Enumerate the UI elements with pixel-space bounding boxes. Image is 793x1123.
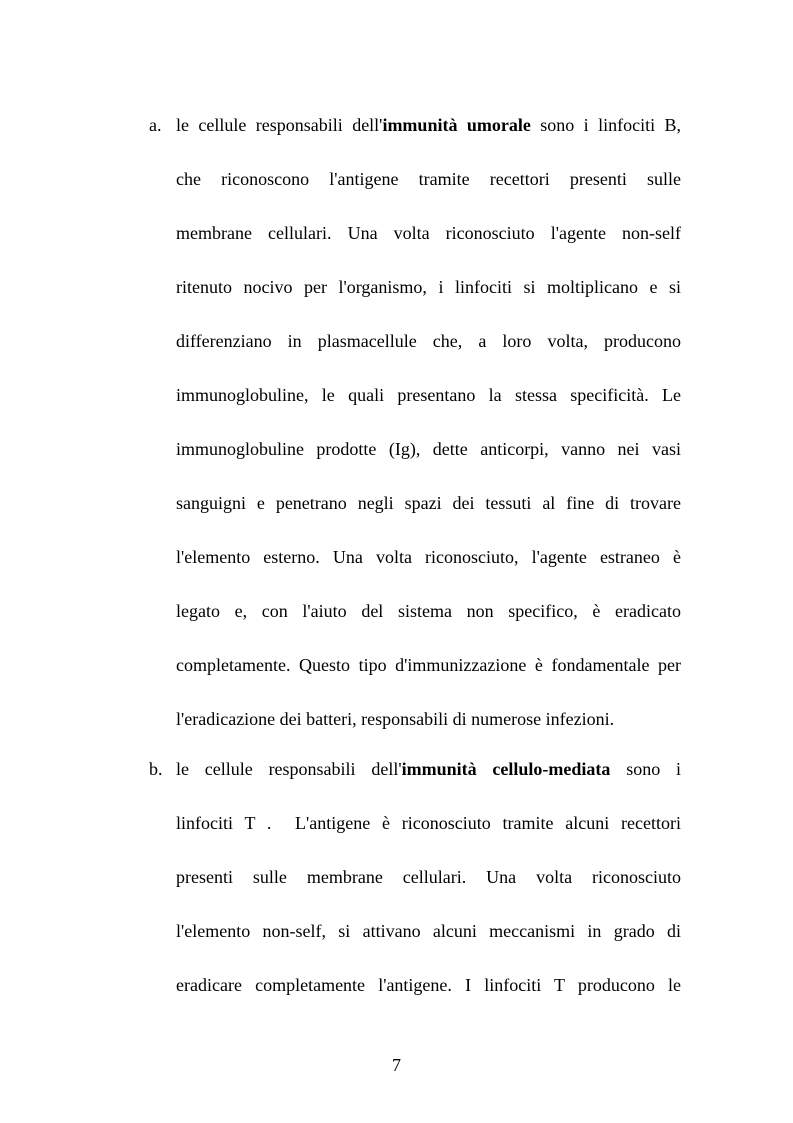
list-marker: a. — [149, 115, 162, 135]
text-line: l'elemento non-self, si attivano alcuni meccanismi in grado di — [176, 921, 681, 941]
text-line: l'elemento esterno. Una volta riconosciuto, l'agente estraneo è — [176, 547, 681, 567]
text-segment: le cellule responsabili dell' — [176, 115, 383, 135]
text-line: immunoglobuline, le quali presentano la stessa specificità. Le — [176, 385, 681, 405]
text-line: differenziano in plasmacellule che, a loro volta, producono — [176, 331, 681, 351]
text-line — [176, 757, 681, 782]
text-line: ritenuto nocivo per l'organismo, i linfociti si moltiplicano e si — [176, 277, 681, 297]
text-segment: sono i linfociti B, — [530, 115, 681, 135]
list-marker: b. — [149, 759, 163, 779]
text-line: linfociti T . L'antigene è riconosciuto tramite alcuni recettori — [176, 813, 681, 833]
page-number: 7 — [392, 1055, 401, 1075]
text-line: che riconoscono l'antigene tramite recettori presenti sulle — [176, 169, 681, 189]
text-line: membrane cellulari. Una volta riconosciuto l'agente non-self — [176, 223, 681, 243]
text-line: presenti sulle membrane cellulari. Una volta riconosciuto — [176, 867, 681, 887]
text-segment: le cellule responsabili dell' — [176, 759, 402, 779]
bold-term: immunità cellulo-mediata — [401, 759, 611, 779]
text-line: immunoglobuline prodotte (Ig), dette anticorpi, vanno nei vasi — [176, 439, 681, 459]
text-line: legato e, con l'aiuto del sistema non specifico, è eradicato — [176, 601, 681, 621]
bold-term: immunità umorale — [382, 115, 531, 135]
text-line: l'eradicazione dei batteri, responsabili di numerose infezioni. — [176, 709, 615, 729]
text-line: completamente. Questo tipo d'immunizzazione è fondamentale per — [176, 655, 681, 675]
text-line: eradicare completamente l'antigene. I linfociti T producono le — [176, 975, 681, 995]
text-line — [176, 113, 681, 138]
text-line: sanguigni e penetrano negli spazi dei tessuti al fine di trovare — [176, 493, 681, 513]
text-segment: sono i — [610, 759, 682, 779]
